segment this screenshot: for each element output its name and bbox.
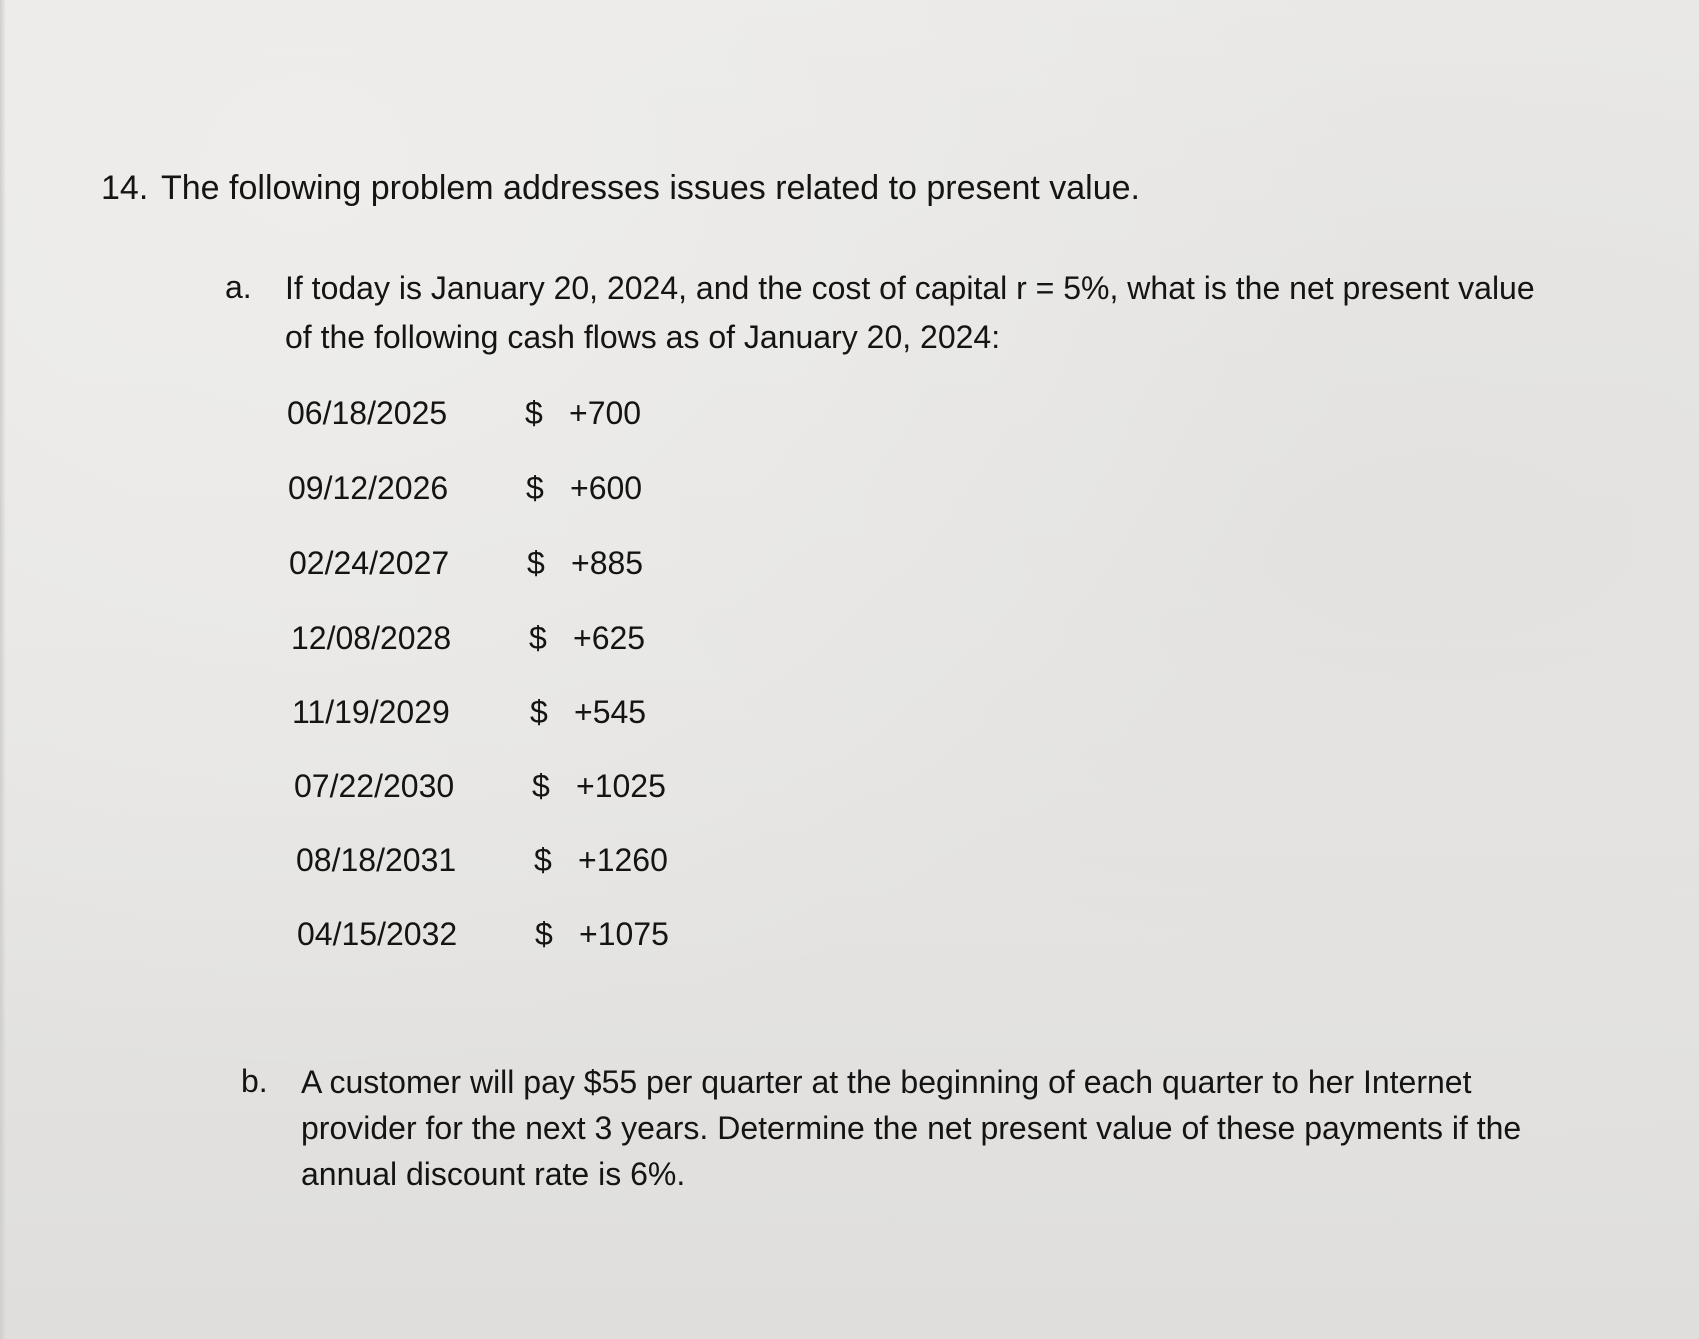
cash-flow-amount: +700: [569, 395, 642, 431]
part-a-line-2: of the following cash flows as of January 20, 2024:: [285, 319, 1001, 355]
cash-flow-date: 06/18/2025: [287, 395, 448, 431]
cash-flow-amount: +600: [570, 470, 643, 506]
cash-flow-currency: $: [535, 916, 553, 952]
cash-flow-amount: +545: [574, 694, 647, 730]
cash-flow-date: 08/18/2031: [296, 842, 457, 878]
cash-flow-currency: $: [530, 694, 548, 730]
part-b-question: [301, 1059, 1621, 1197]
part-b-line-3: annual discount rate is 6%.: [301, 1156, 686, 1192]
cash-flow-currency: $: [526, 470, 544, 506]
part-b-marker: b.: [241, 1063, 268, 1099]
part-a-marker: a.: [225, 269, 252, 305]
cash-flow-amount: +1260: [578, 842, 668, 878]
part-b-line-2: provider for the next 3 years. Determine the net present value of these payments if the: [301, 1110, 1522, 1146]
cash-flow-date: 12/08/2028: [291, 620, 452, 656]
cash-flow-currency: $: [525, 395, 543, 431]
cash-flow-date: 07/22/2030: [294, 768, 455, 804]
cash-flow-amount: +625: [573, 620, 646, 656]
cash-flow-currency: $: [534, 842, 552, 878]
cash-flow-date: 09/12/2026: [288, 470, 449, 506]
cash-flow-amount: +1075: [579, 916, 669, 952]
part-a-question: [285, 264, 1605, 362]
cash-flow-currency: $: [532, 768, 550, 804]
part-b-line-1: A customer will pay $55 per quarter at the beginning of each quarter to her Internet: [301, 1064, 1472, 1100]
cash-flow-currency: $: [529, 620, 547, 656]
cash-flow-amount: +885: [571, 545, 644, 581]
question-prompt: The following problem addresses issues related to present value.: [161, 169, 1140, 207]
part-a-line-1: If today is January 20, 2024, and the cost of capital r = 5%, what is the net present value: [285, 270, 1535, 306]
cash-flow-date: 11/19/2029: [292, 694, 450, 730]
cash-flow-date: 04/15/2032: [297, 916, 458, 952]
cash-flow-amount: +1025: [576, 768, 666, 804]
cash-flow-date: 02/24/2027: [289, 545, 450, 581]
question-number: 14.: [101, 169, 149, 207]
question-heading: [101, 168, 1140, 208]
paper-edge-shadow: [0, 0, 6, 1339]
cash-flow-currency: $: [527, 545, 545, 581]
